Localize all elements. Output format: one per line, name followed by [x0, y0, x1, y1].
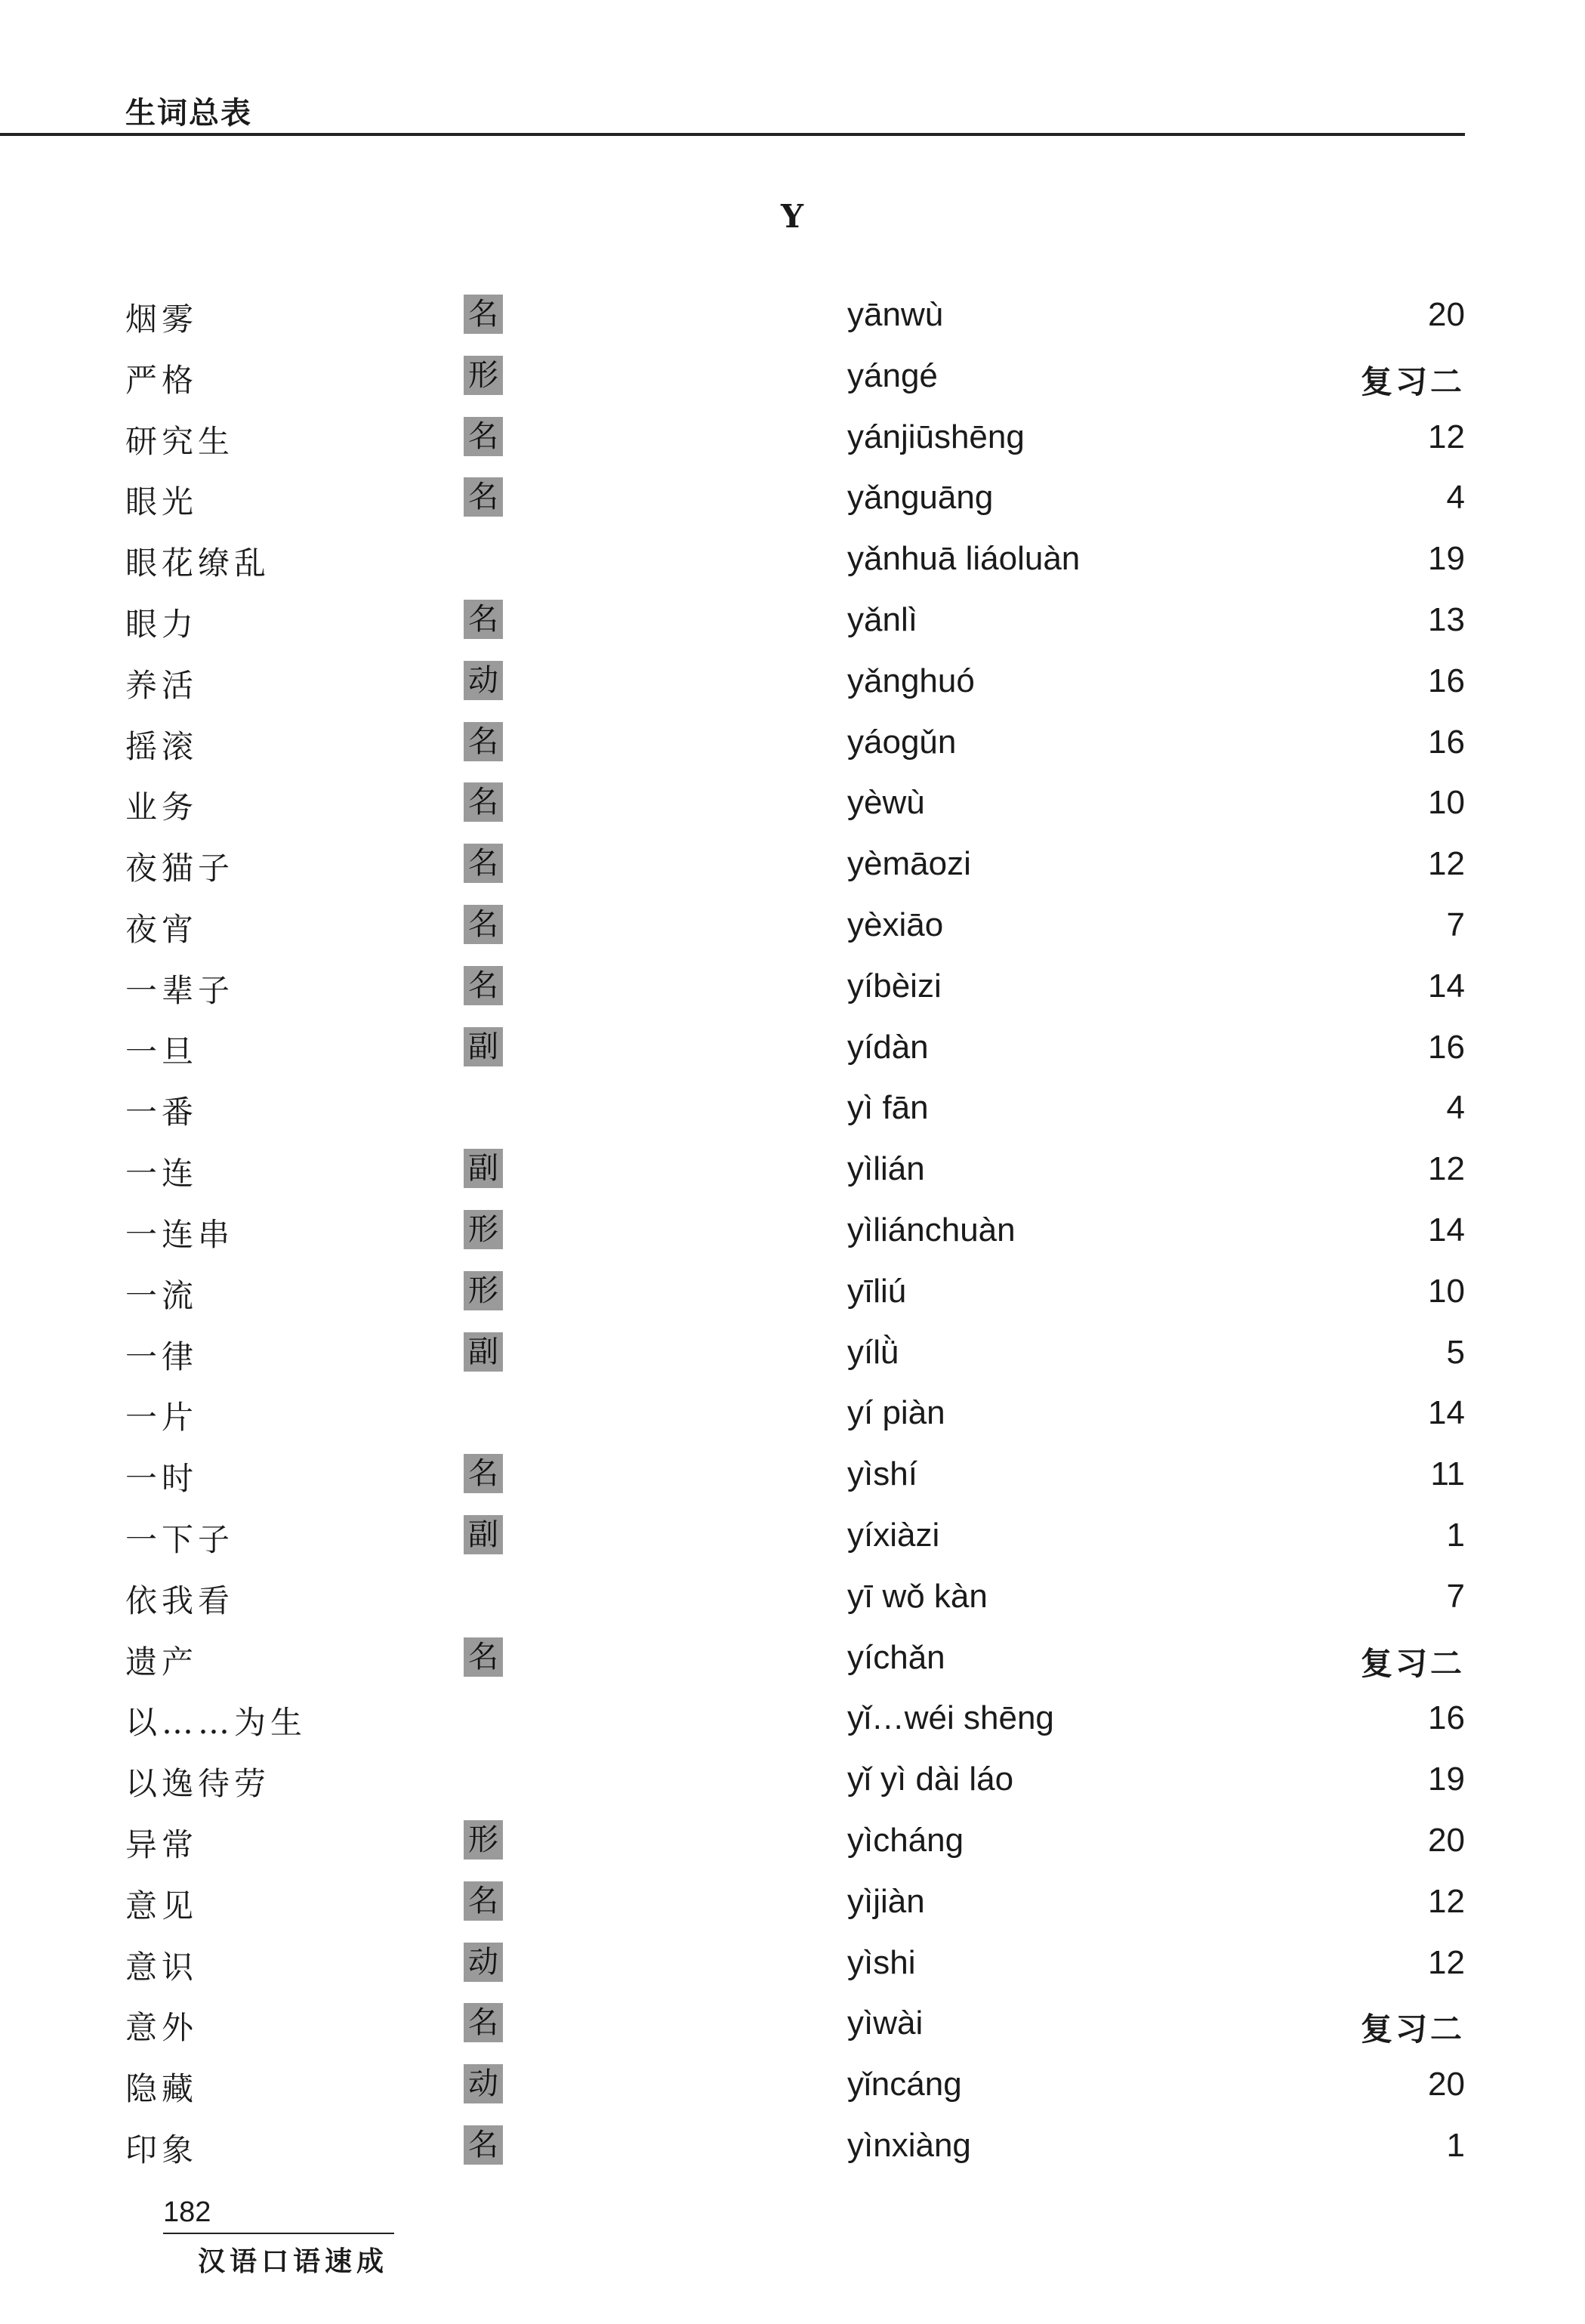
- entry-pinyin: yèxiāo: [847, 906, 944, 943]
- glossary-entry: [0, 897, 1465, 958]
- entry-pinyin: yǎnlì: [847, 601, 917, 638]
- glossary-entry: [0, 775, 1465, 835]
- glossary-entry: [0, 348, 1465, 409]
- glossary-entry: [0, 1690, 1465, 1751]
- entry-lesson: 12: [1428, 1944, 1465, 1981]
- part-of-speech-badge: 名: [464, 1637, 503, 1677]
- glossary-entry: [0, 1874, 1465, 1934]
- entry-lesson: 4: [1446, 1089, 1465, 1126]
- entry-pinyin: yìshi: [847, 1944, 916, 1981]
- entry-pinyin: yī wǒ kàn: [847, 1578, 988, 1615]
- entry-lesson: 14: [1428, 1394, 1465, 1431]
- entry-word: 以逸待劳: [125, 1765, 271, 1802]
- entry-pinyin: yìliánchuàn: [847, 1211, 1016, 1248]
- part-of-speech-badge: 形: [464, 1271, 503, 1310]
- entry-pinyin: yánjiūshēng: [847, 418, 1025, 455]
- entry-lesson: 20: [1428, 1822, 1465, 1859]
- part-of-speech-badge: 名: [464, 295, 503, 334]
- entry-word: 异常: [125, 1826, 199, 1863]
- part-of-speech-badge: 名: [464, 1881, 503, 1921]
- glossary-entry: [0, 1385, 1465, 1446]
- entry-lesson: 14: [1428, 1211, 1465, 1248]
- entry-word: 研究生: [125, 423, 235, 460]
- entry-lesson: 复习二: [1360, 2011, 1465, 2048]
- entry-lesson: 10: [1428, 784, 1465, 821]
- entry-lesson: 10: [1428, 1273, 1465, 1310]
- entry-word: 遗产: [125, 1643, 199, 1681]
- glossary-entry: [0, 1446, 1465, 1507]
- entry-word: 烟雾: [125, 301, 199, 338]
- entry-lesson: 16: [1428, 662, 1465, 699]
- entry-word: 眼花缭乱: [125, 545, 271, 582]
- part-of-speech-badge: 动: [464, 661, 503, 700]
- part-of-speech-badge: 副: [464, 1332, 503, 1372]
- entry-lesson: 复习二: [1360, 363, 1465, 400]
- entry-pinyin: yíbèizi: [847, 968, 942, 1005]
- entry-word: 摇滚: [125, 728, 199, 765]
- part-of-speech-badge: 名: [464, 905, 503, 944]
- entry-pinyin: yìcháng: [847, 1822, 964, 1859]
- entry-pinyin: yìjiàn: [847, 1883, 925, 1920]
- entry-word: 养活: [125, 667, 199, 704]
- entry-pinyin: yǎnhuā liáoluàn: [847, 540, 1081, 577]
- entry-lesson: 16: [1428, 1699, 1465, 1736]
- entry-word: 一流: [125, 1277, 199, 1314]
- entry-word: 意见: [125, 1887, 199, 1924]
- entry-word: 一片: [125, 1399, 199, 1436]
- entry-word: 业务: [125, 789, 199, 826]
- entry-pinyin: yèwù: [847, 784, 925, 821]
- part-of-speech-badge: 副: [464, 1515, 503, 1554]
- entry-word: 以……为生: [125, 1704, 307, 1741]
- header-rule: [0, 133, 1465, 136]
- entry-word: 意外: [125, 2009, 199, 2046]
- glossary-entry: [0, 1080, 1465, 1140]
- entry-pinyin: yǐ yì dài láo: [847, 1761, 1014, 1798]
- glossary-entry: [0, 1569, 1465, 1629]
- glossary-entry: [0, 287, 1465, 347]
- entry-pinyin: yíchǎn: [847, 1639, 945, 1676]
- entry-pinyin: yèmāozi: [847, 845, 971, 882]
- entry-pinyin: yǐ…wéi shēng: [847, 1699, 1054, 1736]
- glossary-entry: [0, 2057, 1465, 2117]
- entry-lesson: 12: [1428, 1883, 1465, 1920]
- part-of-speech-badge: 名: [464, 1454, 503, 1493]
- glossary-entry: [0, 470, 1465, 530]
- part-of-speech-badge: 名: [464, 844, 503, 883]
- part-of-speech-badge: 名: [464, 600, 503, 639]
- entry-lesson: 1: [1446, 2127, 1465, 2164]
- part-of-speech-badge: 形: [464, 356, 503, 395]
- part-of-speech-badge: 形: [464, 1210, 503, 1249]
- entry-pinyin: yángé: [847, 357, 938, 394]
- entry-lesson: 14: [1428, 968, 1465, 1005]
- entry-lesson: 12: [1428, 1150, 1465, 1187]
- entry-word: 眼光: [125, 483, 199, 520]
- entry-lesson: 7: [1446, 906, 1465, 943]
- glossary-entry: [0, 1813, 1465, 1873]
- entry-pinyin: yǎnguāng: [847, 479, 994, 516]
- glossary-entry: [0, 592, 1465, 653]
- entry-word: 严格: [125, 362, 199, 399]
- entry-pinyin: yǐncáng: [847, 2066, 962, 2103]
- entry-word: 一旦: [125, 1033, 199, 1070]
- glossary-entry: [0, 531, 1465, 591]
- entry-lesson: 13: [1428, 601, 1465, 638]
- running-head: 生词总表: [125, 96, 252, 131]
- entry-word: 一番: [125, 1094, 199, 1131]
- entry-word: 隐藏: [125, 2070, 199, 2107]
- glossary-entry: [0, 1935, 1465, 1995]
- entry-lesson: 7: [1446, 1578, 1465, 1615]
- glossary-entry: [0, 1751, 1465, 1812]
- section-letter: Y: [781, 198, 803, 235]
- part-of-speech-badge: 动: [464, 1943, 503, 1982]
- entry-lesson: 16: [1428, 1029, 1465, 1066]
- entry-pinyin: yānwù: [847, 296, 944, 333]
- entry-word: 依我看: [125, 1582, 235, 1619]
- entry-lesson: 11: [1430, 1455, 1465, 1492]
- entry-lesson: 4: [1446, 479, 1465, 516]
- part-of-speech-badge: 名: [464, 2125, 503, 2165]
- entry-word: 印象: [125, 2131, 199, 2168]
- part-of-speech-badge: 名: [464, 782, 503, 822]
- entry-word: 夜猫子: [125, 850, 235, 887]
- part-of-speech-badge: 名: [464, 417, 503, 456]
- entry-pinyin: yīliú: [847, 1273, 907, 1310]
- entry-word: 夜宵: [125, 911, 199, 948]
- glossary-entry: [0, 714, 1465, 775]
- entry-pinyin: yí piàn: [847, 1394, 945, 1431]
- entry-word: 意识: [125, 1949, 199, 1986]
- part-of-speech-badge: 形: [464, 1820, 503, 1860]
- entry-word: 一辈子: [125, 972, 235, 1009]
- glossary-entry: [0, 1325, 1465, 1385]
- entry-word: 眼力: [125, 606, 199, 643]
- entry-lesson: 20: [1428, 2066, 1465, 2103]
- entry-pinyin: yǎnghuó: [847, 662, 975, 699]
- entry-pinyin: yìlián: [847, 1150, 925, 1187]
- glossary-entry: [0, 2118, 1465, 2178]
- part-of-speech-badge: 名: [464, 722, 503, 761]
- entry-lesson: 1: [1446, 1517, 1465, 1554]
- glossary-entry: [0, 836, 1465, 897]
- glossary-entry: [0, 1202, 1465, 1263]
- part-of-speech-badge: 副: [464, 1027, 503, 1066]
- entry-pinyin: yídàn: [847, 1029, 929, 1066]
- glossary-entry: [0, 1508, 1465, 1568]
- entry-pinyin: yìshí: [847, 1455, 917, 1492]
- entry-lesson: 5: [1446, 1334, 1465, 1371]
- book-title: 汉语口语速成: [198, 2245, 389, 2277]
- entry-word: 一下子: [125, 1521, 235, 1558]
- entry-word: 一连: [125, 1155, 199, 1192]
- glossary-entry: [0, 1141, 1465, 1202]
- part-of-speech-badge: 副: [464, 1149, 503, 1188]
- glossary-entry: [0, 958, 1465, 1019]
- glossary-entry: [0, 653, 1465, 714]
- glossary-entry: [0, 1264, 1465, 1324]
- entry-lesson: 20: [1428, 296, 1465, 333]
- entry-lesson: 16: [1428, 724, 1465, 761]
- entry-lesson: 19: [1428, 540, 1465, 577]
- entry-pinyin: yílǜ: [847, 1334, 899, 1371]
- entry-word: 一律: [125, 1338, 199, 1375]
- entry-pinyin: yáogǔn: [847, 724, 957, 761]
- page-number: 182: [163, 2196, 211, 2228]
- entry-lesson: 12: [1428, 845, 1465, 882]
- glossary-entry: [0, 1020, 1465, 1080]
- entry-lesson: 复习二: [1360, 1645, 1465, 1682]
- entry-pinyin: yíxiàzi: [847, 1517, 940, 1554]
- glossary-entry: [0, 1630, 1465, 1690]
- glossary-entry: [0, 409, 1465, 470]
- footer-rule: [163, 2233, 394, 2234]
- part-of-speech-badge: 名: [464, 2003, 503, 2042]
- entry-pinyin: yìwài: [847, 2005, 924, 2042]
- entry-word: 一连串: [125, 1216, 235, 1253]
- entry-lesson: 19: [1428, 1761, 1465, 1798]
- part-of-speech-badge: 动: [464, 2064, 503, 2103]
- part-of-speech-badge: 名: [464, 966, 503, 1005]
- part-of-speech-badge: 名: [464, 477, 503, 517]
- entry-pinyin: yìnxiàng: [847, 2127, 971, 2164]
- entry-word: 一时: [125, 1460, 199, 1497]
- entry-pinyin: yì fān: [847, 1089, 929, 1126]
- glossary-entry: [0, 1995, 1465, 2056]
- entry-lesson: 12: [1428, 418, 1465, 455]
